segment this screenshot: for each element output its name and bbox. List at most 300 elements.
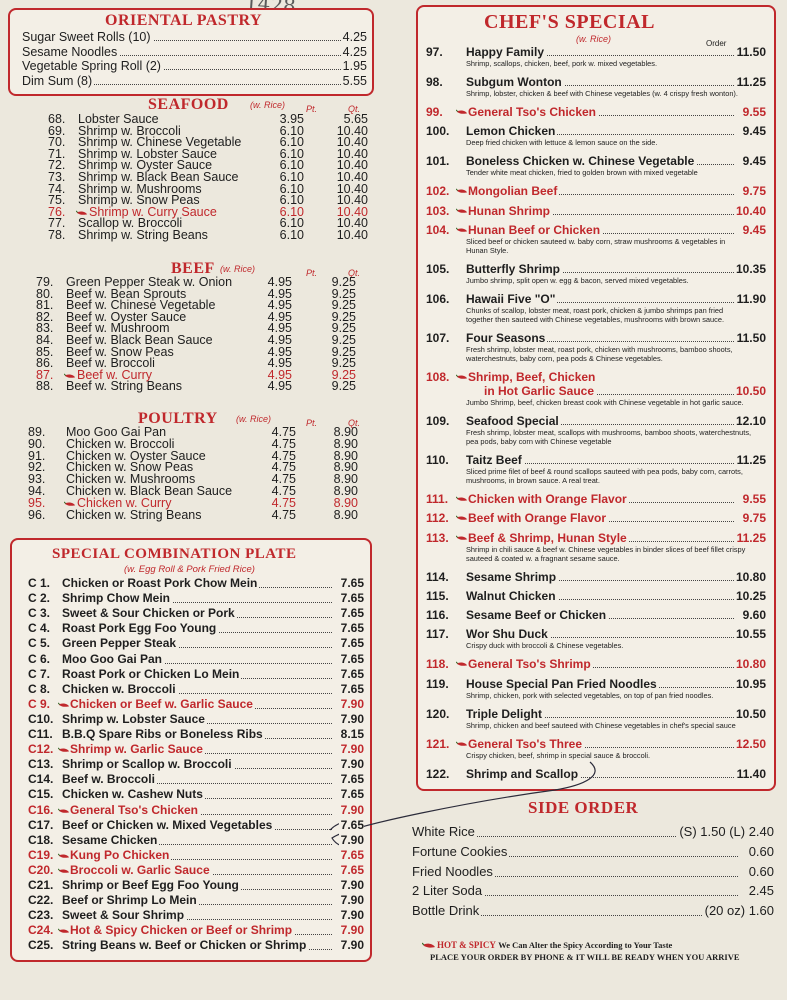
combo-item-name: Chicken or Roast Pork Chow Mein (62, 576, 258, 590)
chef-item-price: 9.55 (742, 105, 766, 119)
combo-item-name: Sweet & Sour Chicken or Pork (62, 606, 235, 621)
seafood-item-pt-price: 6.10 (279, 216, 304, 231)
chef-item-description: together then sauteed with Chinese vegetables, mushrooms with brown sauce. (466, 314, 724, 324)
chef-item (426, 737, 768, 760)
combo-item (28, 667, 364, 682)
pastry-item (22, 59, 367, 73)
chef-item-number: 101. (426, 154, 450, 169)
combo-item (28, 636, 364, 651)
chef-item-description: mushrooms, in brown sauce. A real treat. (466, 475, 600, 485)
chef-item-number: 115. (426, 588, 449, 603)
chef-item-description: Shrimp, scallops, chicken, beef, pork w. mixed vegetables. (466, 59, 658, 68)
side-order-item-name: 2 Liter Soda (412, 883, 483, 899)
beef-item-qt-price: 9.25 (331, 333, 356, 347)
seafood-item-number: 71. (48, 146, 66, 161)
combo-item-number: C18. (28, 832, 54, 847)
poultry-item-number: 94. (28, 484, 46, 498)
poultry-item-qt-price: 8.90 (333, 495, 358, 510)
chef-item (426, 657, 768, 671)
chef-item (426, 589, 768, 603)
chef-item (426, 292, 768, 324)
chef-item-name: Seafood Special (466, 413, 559, 428)
combo-item-name: Hot & Spicy Chicken or Beef or Shrimp (70, 923, 293, 938)
combo-item-name: Roast Pork or Chicken Lo Mein (62, 666, 240, 681)
side-order-item (412, 863, 778, 881)
seafood-item-qt-price: 10.40 (336, 193, 368, 208)
chef-item-name: Beef with Orange Flavor (468, 511, 607, 526)
beef-item-number: 83. (36, 321, 54, 336)
seafood-item-qt-price: 10.40 (336, 216, 368, 231)
beef-item-qt-price: 9.25 (331, 321, 356, 336)
combo-item-number: C 7. (28, 666, 51, 681)
chef-item-number: 102. (426, 184, 450, 199)
combo-item (28, 591, 364, 606)
seafood-item-pt-price: 3.95 (279, 112, 304, 126)
beef-item-number: 82. (36, 309, 54, 324)
chef-item-name: Hawaii Five "O" (466, 291, 556, 306)
chef-item-price: 10.95 (735, 676, 766, 691)
beef-item-pt-price: 4.95 (267, 333, 292, 347)
chef-item-line (426, 184, 768, 198)
chef-item-number: 100. (426, 124, 450, 139)
chef-item-number: 121. (426, 736, 450, 751)
chef-item-line (426, 154, 768, 168)
combo-item (28, 742, 364, 757)
combo-item-name: Beef w. Broccoli (62, 772, 155, 787)
chef-item-line (426, 105, 768, 119)
chef-item-name: Walnut Chicken (466, 588, 556, 603)
side-order-item-leader (442, 915, 738, 916)
seafood-item-number: 74. (48, 181, 66, 196)
combo-item-number: C25. (28, 938, 54, 953)
beef-item-pt-price: 4.95 (267, 275, 292, 289)
seafood-item-number: 78. (48, 228, 66, 242)
chef-item-line (426, 292, 768, 306)
pastry-item-price: 1.95 (342, 59, 367, 73)
chili-pepper-icon (58, 868, 70, 874)
poultry-item-name: Chicken w. String Beans (66, 507, 202, 522)
beef-section (8, 260, 378, 410)
chili-pepper-icon (456, 741, 468, 747)
poultry-item-number: 91. (28, 448, 46, 463)
beef-item-pt-price: 4.95 (267, 309, 292, 324)
chef-item-line (426, 331, 768, 345)
chef-item-line (426, 707, 768, 721)
chef-item-name: General Tso's Three (468, 736, 583, 751)
seafood-item-qt-price: 10.40 (336, 123, 368, 138)
combo-item-name: Shrimp or Beef Egg Foo Young (62, 878, 239, 892)
chef-item-number: 105. (426, 261, 450, 276)
chef-item-name: Butterfly Shrimp (466, 261, 561, 276)
beef-item-qt-price: 9.25 (331, 344, 356, 359)
chili-pepper-icon (422, 942, 436, 949)
poultry-item-pt-price: 4.75 (271, 448, 296, 463)
combo-item-number: C12. (28, 742, 54, 757)
combo-item-name: Green Pepper Steak (62, 636, 177, 651)
chef-item (426, 627, 768, 650)
chef-item-description: Jumbo shrimp, split open w. egg & bacon, served mixed vegetables. (466, 275, 689, 285)
seafood-item-pt-price: 6.10 (279, 228, 304, 242)
combo-item-number: C13. (28, 757, 54, 772)
combo-item-name: Shrimp or Scallop w. Broccoli (62, 757, 232, 772)
seafood-item-name: Shrimp w. String Beans (78, 228, 208, 242)
combo-item-price: 7.65 (340, 636, 364, 651)
chef-item-description: Crispy chicken, beef, shrimp in special sauce & broccoli. (466, 750, 651, 760)
pastry-item-name: Sesame Noodles (22, 44, 118, 59)
side-order-item-leader (442, 895, 738, 896)
chef-item-description: Chunks of scallop, lobster meat, roast pork, chicken & jumbo shrimps pan fried (466, 305, 724, 315)
combo-item-price: 7.90 (340, 893, 364, 908)
seafood-item-qt-price: 10.40 (336, 170, 368, 184)
chili-pepper-icon (456, 109, 468, 115)
seafood-item-pt-price: 6.10 (279, 193, 304, 208)
combo-item-price: 7.90 (340, 742, 364, 757)
chef-item-description: Sliced prime filet of beef & round scallops sauteed with pea pods, baby corn, carrots, (466, 466, 743, 476)
chef-item-line (426, 492, 768, 506)
combo-item (28, 652, 364, 667)
seafood-item-qt-price: 10.40 (336, 204, 368, 219)
poultry-item-number: 92. (28, 460, 46, 475)
chef-item-price: 9.45 (742, 124, 766, 139)
chili-pepper-icon (58, 853, 70, 859)
oriental-pastry-box (8, 8, 374, 96)
pastry-item-price: 4.25 (342, 30, 367, 44)
pastry-item-name: Sugar Sweet Rolls (10) (22, 30, 151, 44)
spicy-note: We Can Alter the Spicy According to Your Taste (498, 940, 673, 950)
chef-item-price: 10.25 (735, 588, 766, 603)
combo-item-price: 7.65 (340, 817, 364, 832)
chef-item-description: Fresh shrimp, lobster meat, roast pork, chicken with mushrooms, bamboo shoots, (466, 344, 733, 354)
side-order-item (412, 882, 778, 900)
side-order-item-name: Fortune Cookies (412, 843, 508, 859)
poultry-pt-label: Pt. (306, 418, 318, 428)
side-order-item-name: White Rice (412, 824, 475, 839)
combo-item-price: 7.90 (340, 878, 364, 892)
chef-item-description: Shrimp in chili sauce & beef w. Chinese vegetables in binder slices of beef fillet crispy (466, 544, 746, 554)
chef-item-price: 9.60 (742, 608, 766, 623)
poultry-item-number: 89. (28, 425, 46, 439)
pastry-item-name: Vegetable Spring Roll (2) (22, 59, 161, 73)
seafood-item-name: Shrimp w. Chinese Vegetable (78, 135, 242, 150)
seafood-section (8, 96, 378, 258)
combo-item-name: Beef or Shrimp Lo Mein (62, 893, 197, 908)
seafood-item-name: Shrimp w. Oyster Sauce (78, 158, 213, 173)
poultry-item-qt-price: 8.90 (333, 448, 358, 463)
chef-item-price: 9.75 (742, 184, 766, 199)
beef-item-qt-price: 9.25 (331, 379, 356, 394)
combo-item-name: Sweet & Sour Shrimp (62, 908, 185, 923)
combo-item (28, 606, 364, 621)
chef-item (426, 204, 768, 218)
chef-item (426, 370, 768, 407)
chef-item-name-continued: in Hot Garlic Sauce (484, 383, 595, 398)
chef-item-name: General Tso's Shrimp (468, 657, 591, 672)
combo-item-price: 7.90 (340, 832, 364, 847)
poultry-item-number: 93. (28, 472, 46, 487)
poultry-item-name: Chicken w. Broccoli (66, 436, 175, 451)
combo-item-number: C19. (28, 847, 54, 862)
combo-item-name: Chicken or Beef w. Garlic Sauce (70, 696, 253, 711)
chef-item (426, 331, 768, 363)
seafood-item-pt-price: 6.10 (279, 158, 304, 173)
combo-item (28, 863, 364, 878)
combo-item (28, 621, 364, 636)
seafood-item-number: 72. (48, 158, 66, 173)
chef-item-name: Lemon Chicken (466, 124, 556, 139)
combo-item (28, 893, 364, 908)
chili-pepper-icon (456, 227, 468, 233)
combo-item (28, 757, 364, 772)
beef-item-name: Beef w. Black Bean Sauce (66, 333, 213, 347)
chef-item-line (426, 531, 768, 545)
chef-item-price: 10.55 (735, 627, 766, 642)
chef-item-line (426, 124, 768, 138)
chef-item (426, 492, 768, 506)
poultry-item-qt-price: 8.90 (333, 460, 358, 475)
beef-item-number: 84. (36, 333, 54, 347)
seafood-item-pt-price: 6.10 (279, 204, 304, 219)
chef-item-line (426, 589, 768, 603)
chef-item-description: Hunan Style. (466, 245, 509, 255)
combo-item-price: 7.65 (340, 591, 364, 606)
combo-item (28, 938, 364, 953)
chef-item-line (426, 223, 768, 237)
combo-item-name: B.B.Q Spare Ribs or Boneless Ribs (62, 727, 263, 741)
chef-item-number: 108. (426, 369, 450, 384)
chef-item-number: 103. (426, 203, 450, 218)
chef-item-price: 12.50 (735, 736, 766, 751)
chef-item-description: Fresh shrimp, lobster meat, scallops with mushrooms, bamboo shoots, waterchestnuts, (466, 427, 752, 437)
pastry-item (22, 45, 367, 59)
combo-item-price: 7.65 (340, 787, 364, 802)
chef-item-number: 109. (426, 413, 450, 428)
chef-item-number: 97. (426, 45, 443, 59)
chef-item-price: 10.40 (735, 203, 766, 218)
chef-item-number: 106. (426, 291, 450, 306)
beef-item-qt-price: 9.25 (331, 286, 356, 301)
chef-item (426, 531, 768, 563)
chef-item-price: 11.50 (736, 330, 766, 345)
chili-pepper-icon (456, 496, 468, 502)
chef-item (426, 677, 768, 700)
chef-item (426, 570, 768, 584)
beef-item-qt-price: 9.25 (331, 356, 356, 371)
combo-item-name: Roast Pork Egg Foo Young (62, 621, 217, 636)
poultry-item-pt-price: 4.75 (271, 436, 296, 451)
seafood-item-number: 68. (48, 112, 66, 126)
beef-item-qt-price: 9.25 (331, 367, 356, 382)
combo-item-number: C15. (28, 787, 54, 802)
seafood-item-number: 73. (48, 170, 66, 184)
combo-item (28, 697, 364, 712)
beef-item-pt-price: 4.95 (267, 344, 292, 359)
combo-item-number: C 3. (28, 606, 51, 621)
chef-item-name: Taitz Beef (466, 452, 522, 467)
seafood-item-pt-price: 6.10 (279, 170, 304, 184)
chili-pepper-icon (58, 702, 70, 708)
poultry-item-qt-price: 8.90 (333, 436, 358, 451)
poultry-title: POULTRY (138, 410, 218, 427)
combo-item (28, 878, 364, 893)
combo-item-number: C 1. (28, 576, 51, 590)
chef-item (426, 75, 768, 98)
seafood-item-qt-price: 5.65 (343, 112, 368, 126)
chef-item-description: Jumbo Shrimp, beef, chicken breast cook with Chinese vegetable in hot garlic sauce. (466, 397, 744, 407)
chef-item-number: 112. (426, 511, 449, 526)
combo-item (28, 787, 364, 802)
poultry-item-name: Moo Goo Gai Pan (66, 425, 167, 439)
chef-item (426, 184, 768, 198)
chili-pepper-icon (456, 515, 468, 521)
chef-special-subtitle: (w. Rice) (576, 34, 612, 44)
chef-item-name: Shrimp, Beef, Chicken (468, 369, 596, 384)
chef-item-price: 10.80 (735, 657, 766, 672)
chef-item-price: 9.55 (742, 491, 766, 506)
combo-item-name: Chicken w. Broccoli (62, 681, 176, 696)
side-order-item-price: (S) 1.50 (L) 2.40 (679, 824, 774, 839)
seafood-item-name: Scallop w. Broccoli (78, 216, 183, 231)
side-order-item-name: Bottle Drink (412, 903, 480, 919)
chef-item-number: 99. (426, 105, 443, 119)
chef-item-description: Shrimp, chicken, pork with selected vegetables, on top of pan fried noodles. (466, 690, 714, 700)
poultry-item-pt-price: 4.75 (271, 495, 296, 510)
side-order-item (412, 823, 778, 841)
seafood-item-number: 69. (48, 123, 66, 138)
poultry-item-number: 90. (28, 436, 46, 451)
combo-item-name: Moo Goo Gai Pan (62, 651, 163, 666)
side-order-item-price: (20 oz) 1.60 (704, 903, 774, 919)
chef-item-description: waterchestnuts, baby corn, pea pods & Chinese vegetables. (466, 353, 663, 363)
combo-item-price: 7.65 (340, 862, 364, 877)
beef-qt-label: Qt. (348, 268, 361, 278)
poultry-item-qt-price: 8.90 (333, 472, 358, 487)
pastry-item-name: Dim Sum (8) (22, 73, 93, 88)
chef-item-number: 104. (426, 222, 450, 237)
chef-item-name: General Tso's Chicken (468, 105, 597, 119)
poultry-item-pt-price: 4.75 (271, 425, 296, 439)
chef-item-number: 122. (426, 766, 450, 781)
beef-item-pt-price: 4.95 (267, 298, 292, 313)
chili-pepper-icon (456, 188, 468, 194)
chef-item-line (426, 767, 768, 781)
combo-item (28, 682, 364, 697)
poultry-item-pt-price: 4.75 (271, 472, 296, 487)
beef-item-name: Beef w. Broccoli (66, 356, 155, 371)
seafood-item-qt-price: 10.40 (336, 158, 368, 173)
chef-item (426, 453, 768, 485)
chef-item-description: pea pods, baby corn with Chinese vegetable (466, 436, 612, 446)
chef-item-number: 114. (426, 569, 449, 584)
beef-item-qt-price: 9.25 (331, 275, 356, 289)
chef-item-line (426, 45, 768, 59)
chili-pepper-icon (456, 374, 468, 380)
poultry-subtitle: (w. Rice) (236, 414, 272, 424)
chef-item-name: Subgum Wonton (466, 75, 562, 89)
chef-item-name: Chicken with Orange Flavor (468, 491, 627, 506)
chef-item-name: House Special Pan Fried Noodles (466, 676, 657, 691)
chili-pepper-icon (456, 208, 468, 214)
beef-item-pt-price: 4.95 (267, 286, 292, 301)
combo-item-price: 8.15 (340, 727, 364, 741)
poultry-item-name: Chicken w. Mushrooms (66, 472, 196, 487)
seafood-item-name: Shrimp w. Snow Peas (78, 193, 200, 208)
seafood-item-number: 77. (48, 216, 66, 231)
beef-subtitle: (w. Rice) (220, 264, 256, 274)
combo-item (28, 803, 364, 818)
seafood-item-number: 76. (48, 204, 66, 219)
chili-pepper-icon (456, 661, 468, 667)
combo-item-number: C 8. (28, 681, 51, 696)
beef-item-number: 79. (36, 275, 54, 289)
seafood-item-qt-price: 10.40 (336, 181, 368, 196)
chef-item-name: Shrimp and Scallop (466, 766, 579, 781)
seafood-item-number: 75. (48, 193, 66, 208)
chef-item (426, 105, 768, 119)
poultry-item-pt-price: 4.75 (271, 484, 296, 498)
combo-item-number: C24. (28, 923, 54, 938)
combo-item-name: Chicken w. Cashew Nuts (62, 787, 203, 802)
chef-item-line (426, 570, 768, 584)
chef-item-name: Sesame Beef or Chicken (466, 608, 607, 623)
beef-item-name: Beef w. Snow Peas (66, 344, 174, 359)
combo-item-name: String Beans w. Beef or Chicken or Shrimp (62, 938, 307, 953)
combo-item (28, 848, 364, 863)
combo-item-number: C 4. (28, 621, 51, 636)
beef-item-pt-price: 4.95 (267, 379, 292, 394)
chef-item-line (426, 414, 768, 428)
combo-title: SPECIAL COMBINATION PLATE (52, 546, 297, 562)
seafood-item-number: 70. (48, 135, 66, 150)
chef-item-number: 98. (426, 75, 443, 89)
beef-item-number: 87. (36, 367, 54, 382)
seafood-title: SEAFOOD (148, 96, 229, 113)
pastry-item-price: 5.55 (342, 73, 367, 88)
combo-item-number: C23. (28, 908, 54, 923)
side-order-item-price: 0.60 (748, 843, 774, 859)
seafood-item-pt-price: 6.10 (279, 146, 304, 161)
chef-item-number: 116. (426, 608, 449, 623)
chef-item-description: Tender white meat chicken, fried to golden brown with mixed vegetable (466, 168, 698, 178)
beef-item-number: 80. (36, 286, 54, 301)
chef-item-number: 118. (426, 657, 449, 672)
chef-item-line (426, 657, 768, 671)
chef-item-name: Mongolian Beef (468, 184, 558, 199)
beef-item-name: Beef w. Chinese Vegetable (66, 298, 216, 313)
combo-item (28, 727, 364, 742)
seafood-item-qt-price: 10.40 (336, 146, 368, 161)
chef-item-name: Boneless Chicken w. Chinese Vegetable (466, 154, 695, 169)
beef-item-name: Beef w. Bean Sprouts (66, 286, 187, 301)
beef-item-number: 81. (36, 298, 54, 313)
combo-item-number: C16. (28, 802, 54, 817)
combo-item-price: 7.90 (340, 938, 364, 953)
order-note: PLACE YOUR ORDER BY PHONE & IT WILL BE READY WHEN YOU ARRIVE (430, 952, 740, 962)
chef-item (426, 124, 768, 147)
chef-item-number: 111. (426, 491, 449, 506)
seafood-item-name: Shrimp w. Broccoli (78, 123, 181, 138)
combo-item-name: Kung Po Chicken (70, 847, 170, 862)
chef-item (426, 262, 768, 285)
chef-item-name: Happy Family (466, 45, 545, 59)
side-order-item (412, 902, 778, 920)
chef-item-price: 10.50 (735, 706, 766, 721)
chef-item-price: 10.50 (735, 383, 766, 398)
combo-item-number: C 6. (28, 651, 51, 666)
chef-item-price: 10.35 (735, 261, 766, 276)
seafood-item-pt-price: 6.10 (279, 135, 304, 150)
chef-item (426, 608, 768, 622)
chef-item (426, 45, 768, 68)
